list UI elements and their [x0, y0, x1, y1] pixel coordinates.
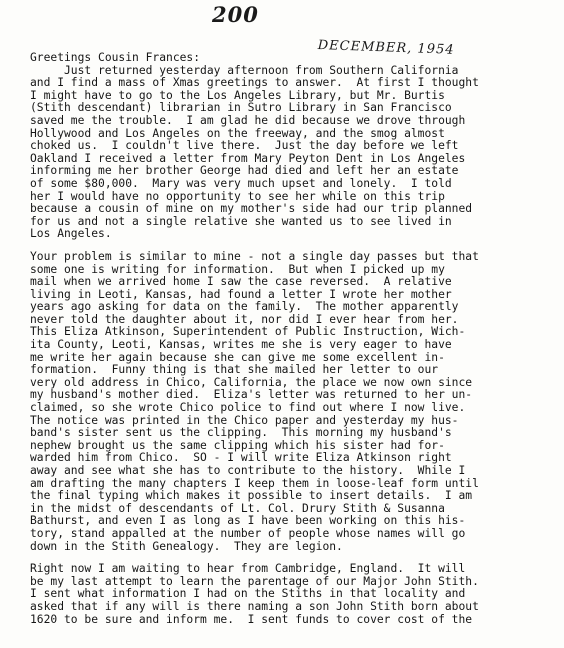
paragraph-1: [30, 65, 560, 241]
text-line: my husband's mother died. Eliza's letter was returned to her un-: [30, 388, 473, 402]
text-line: 1620 to be sure and inform me. I sent funds to cover cost of the: [30, 612, 473, 626]
paragraph-3: [30, 563, 560, 626]
text-line: ita County, Leoti, Kansas, writes me she is very eager to have: [30, 338, 452, 352]
text-line: band's sister sent us the clipping. This morning my husband's: [30, 426, 452, 440]
text-line: Hollywood and Los Angeles on the freeway, and the smog almost: [30, 126, 445, 140]
text-line: Your problem is similar to mine - not a single day passes but that: [30, 249, 479, 263]
text-line: mail when we arrived home I saw the case reversed. A relative: [30, 275, 452, 289]
text-line: Oakland I received a letter from Mary Peyton Dent in Los Angeles: [30, 151, 466, 165]
text-line: Bathurst, and even I as long as I have been working on this his-: [30, 514, 466, 528]
text-line: years ago asking for data on the family. The mother apparently: [30, 300, 459, 314]
text-line: Just returned yesterday afternoon from Southern California: [64, 63, 459, 77]
text-line: nephew brought us the same clipping which his sister had for-: [30, 438, 445, 452]
text-line: choked us. I couldn't live there. Just the day before we left: [30, 139, 459, 153]
text-line: tory, stand appalled at the number of people whose names will go: [30, 526, 466, 540]
text-line: her I would have no opportunity to see her while on this trip: [30, 189, 445, 203]
salutation: Greetings Cousin Frances:: [30, 51, 201, 64]
text-line: some one is writing for information. But when I picked up my: [30, 262, 445, 276]
text-line: of some $80,000. Mary was very much upset and lonely. I told: [30, 176, 452, 190]
text-line: This Eliza Atkinson, Superintendent of Public Instruction, Wich-: [30, 325, 466, 339]
text-line: very old address in Chico, California, the place we now own since: [30, 375, 473, 389]
text-line: am drafting the many chapters I keep them in loose-leaf form until: [30, 476, 479, 490]
text-line: and I find a mass of Xmas greetings to answer. At first I thought: [30, 76, 479, 90]
letter-body: [30, 52, 560, 626]
handwritten-date: DECEMBER, 1954: [317, 38, 455, 58]
text-line: living in Leoti, Kansas, had found a letter I wrote her mother: [30, 287, 452, 301]
text-line: Right now I am waiting to hear from Cambridge, England. It will: [30, 562, 466, 576]
text-line: The notice was printed in the Chico paper and yesterday my hus-: [30, 413, 459, 427]
text-line: never told the daughter about it, nor did I ever hear from her.: [30, 312, 459, 326]
text-line: saved me the trouble. I am glad he did because we drove through: [30, 113, 466, 127]
text-line: be my last attempt to learn the parentage of our Major John Stith.: [30, 574, 479, 588]
text-line: informing me her brother George had died and left her an estate: [30, 164, 459, 178]
text-line: I might have to go to the Los Angeles Library, but Mr. Burtis: [30, 88, 445, 102]
paragraph-2: [30, 251, 560, 553]
text-line: the final typing which makes it possible to insert details. I am: [30, 489, 473, 503]
text-line: formation. Funny thing is that she mailed her letter to our: [30, 363, 439, 377]
text-line: in the midst of descendants of Lt. Col. Drury Stith & Susanna: [30, 501, 445, 515]
text-line: warded him from Chico. SO - I will write Eliza Atkinson right: [30, 451, 452, 465]
text-line: claimed, so she wrote Chico police to find out where I now live.: [30, 401, 466, 415]
text-line: for us and not a single relative she wanted us to see lived in: [30, 214, 452, 228]
text-line: I sent what information I had on the Stiths in that locality and: [30, 587, 466, 601]
text-line: Los Angeles.: [30, 227, 112, 241]
text-line: because a cousin of mine on my mother's side had our trip planned: [30, 202, 473, 216]
text-line: asked that if any will is there naming a son John Stith born about: [30, 599, 479, 613]
handwritten-page-number: 200: [212, 2, 259, 27]
text-line: down in the Stith Genealogy. They are legion.: [30, 539, 343, 553]
text-line: me write her again because she can give me some excellent in-: [30, 350, 445, 364]
text-line: (Stith descendant) librarian in Sutro Library in San Francisco: [30, 101, 452, 115]
text-line: away and see what she has to contribute to the history. While I: [30, 464, 466, 477]
